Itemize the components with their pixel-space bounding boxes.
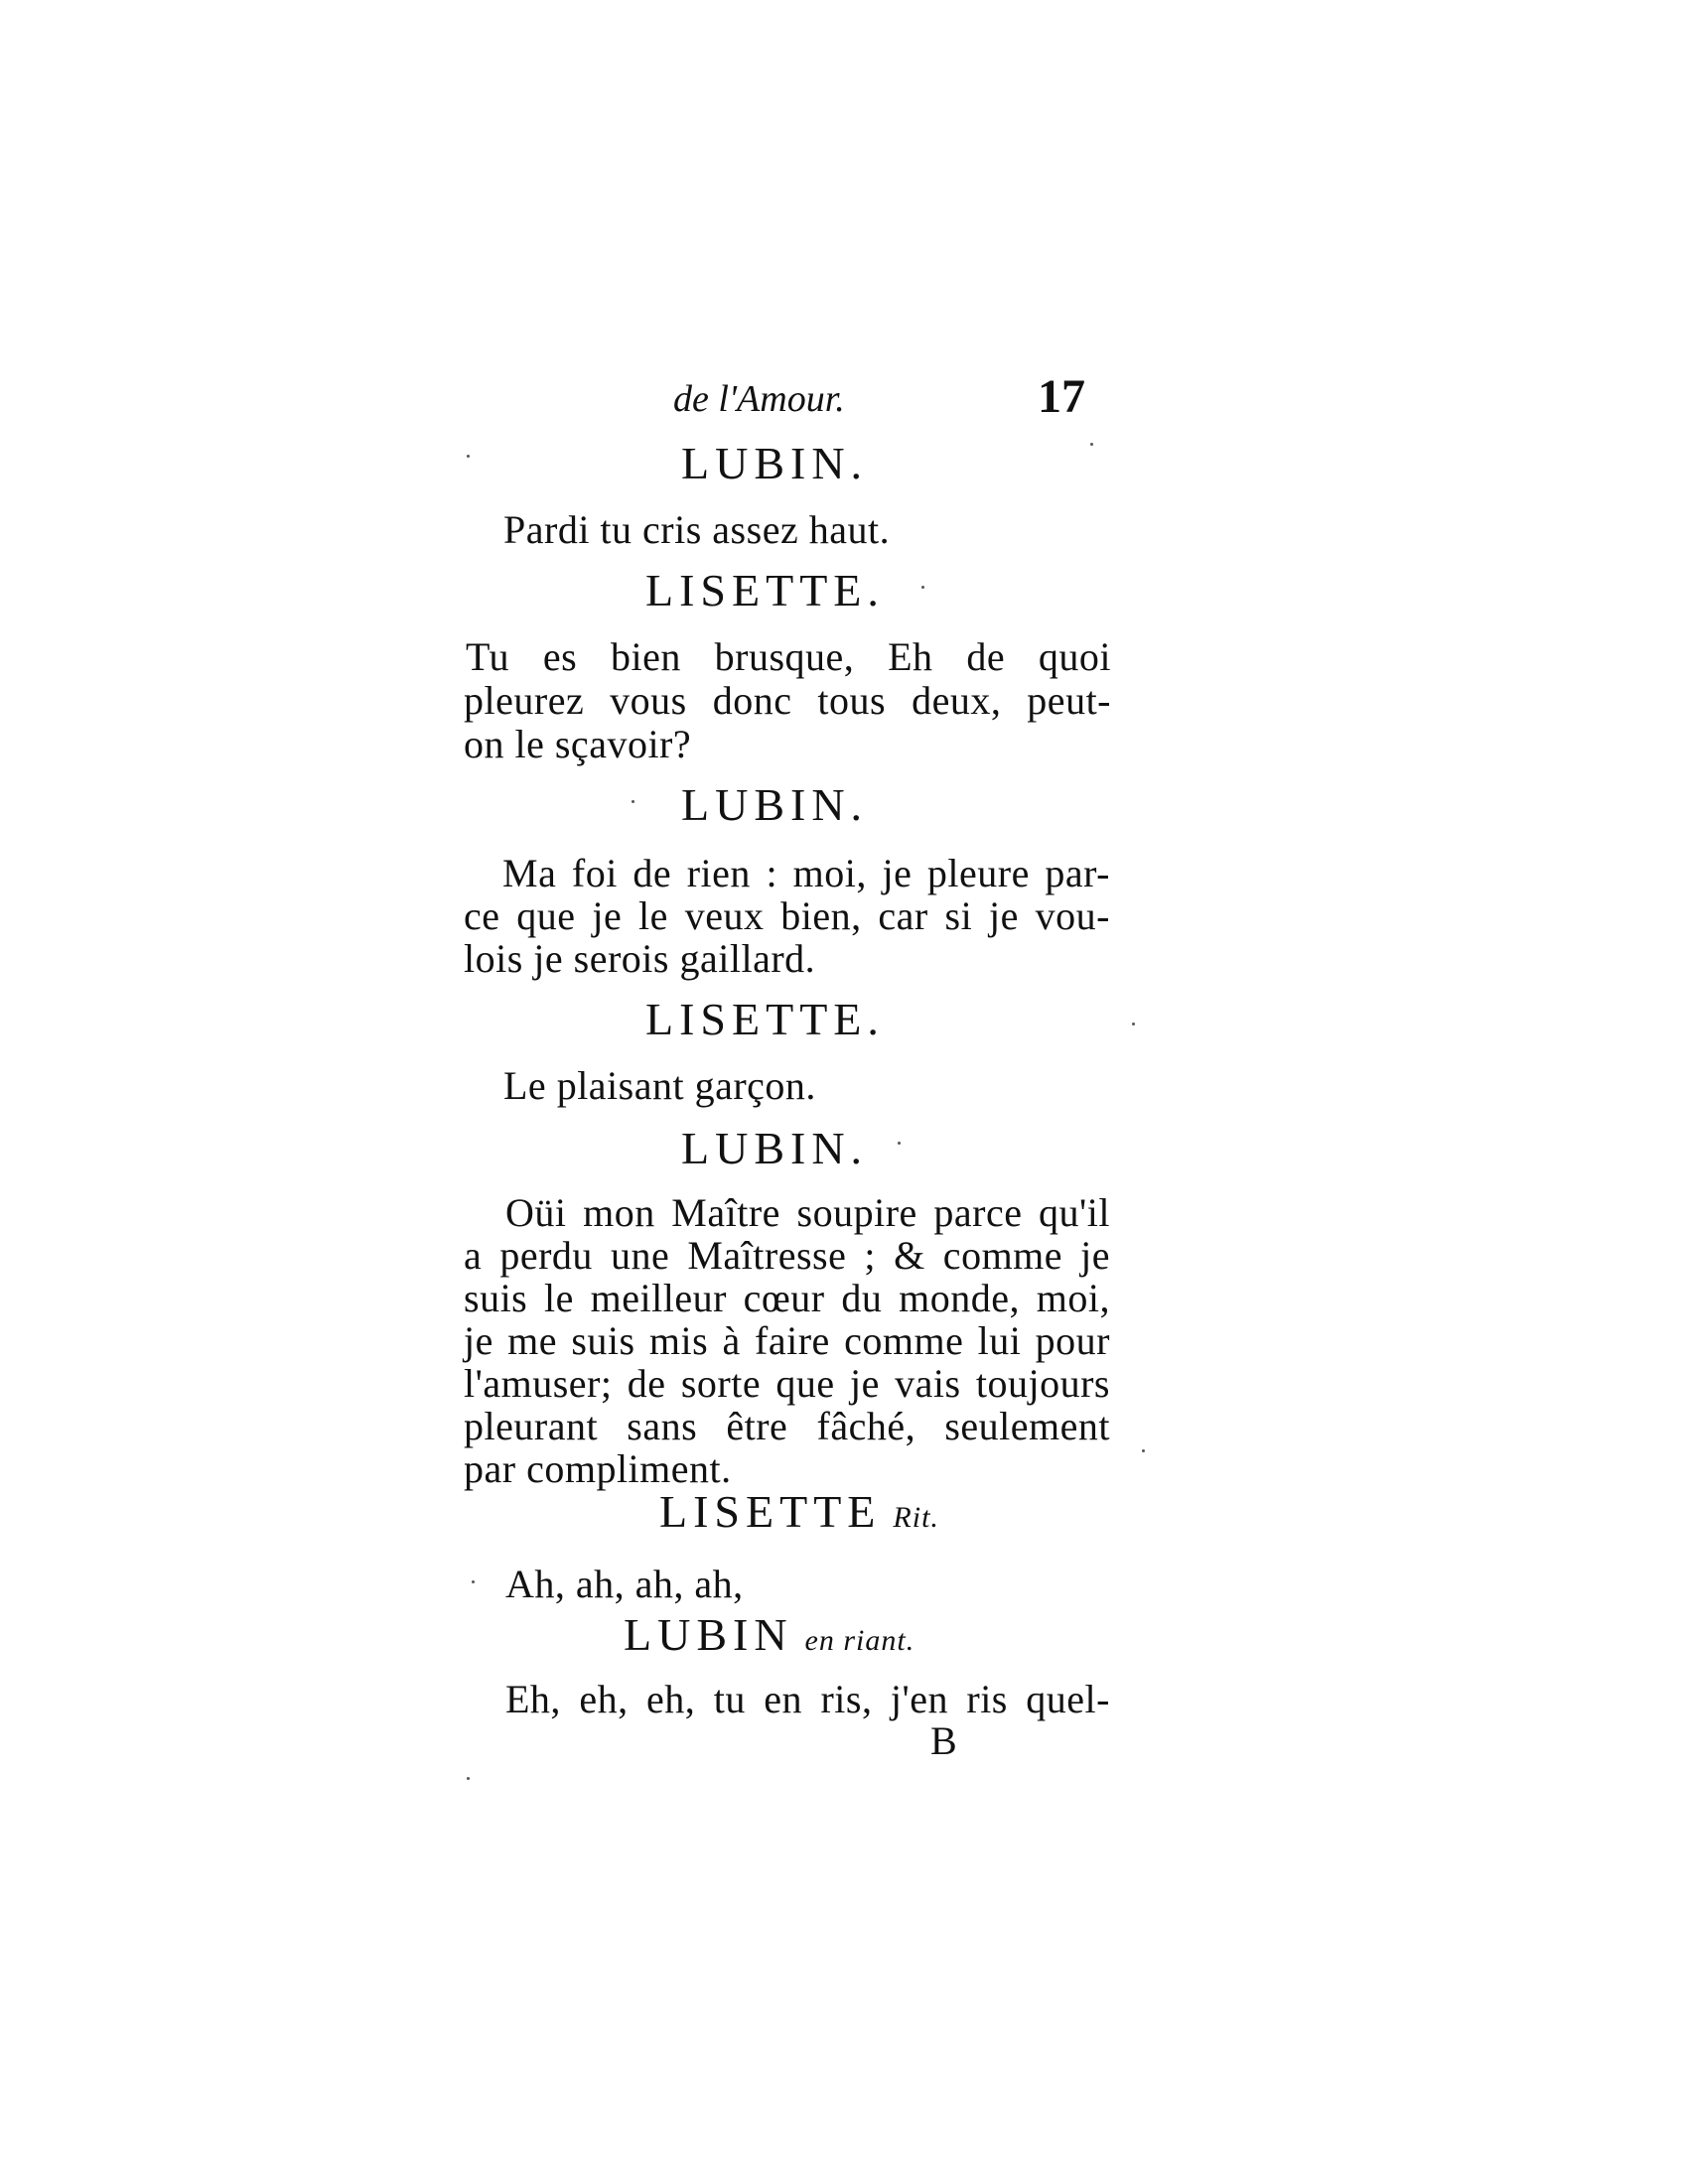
scan-speck xyxy=(632,800,634,803)
dialogue-line: Ma foi de rien : moi, je pleure par- xyxy=(502,851,1110,895)
scan-speck xyxy=(1142,1449,1145,1452)
dialogue-line: on le sçavoir? xyxy=(464,722,692,766)
speaker-name: LISETTE. xyxy=(645,565,885,615)
scan-speck xyxy=(898,1142,901,1145)
running-title: de l'Amour. xyxy=(673,378,845,420)
stage-direction: Rit. xyxy=(893,1501,939,1534)
dialogue-line: par compliment. xyxy=(464,1446,732,1491)
dialogue-line: pleurant sans être fâché, seulement xyxy=(464,1404,1110,1448)
signature-mark: B xyxy=(930,1718,957,1763)
speaker-name: LISETTE. xyxy=(645,994,885,1044)
dialogue-line: Pardi tu cris assez haut. xyxy=(503,507,891,552)
dialogue-line: suis le meilleur cœur du monde, moi, xyxy=(464,1276,1110,1320)
dialogue-line: Tu es bien brusque, Eh de quoi xyxy=(466,634,1111,679)
dialogue-line: Oüi mon Maître soupire parce qu'il xyxy=(505,1190,1110,1235)
dialogue-line: ce que je le veux bien, car si je vou- xyxy=(464,893,1110,938)
dialogue-line: a perdu une Maîtresse ; & comme je xyxy=(464,1233,1110,1278)
scan-speck xyxy=(1132,1023,1135,1025)
speaker-name: LUBIN. xyxy=(681,779,869,830)
dialogue-line: lois je serois gaillard. xyxy=(464,936,816,981)
scan-speck xyxy=(467,1777,470,1780)
dialogue-line: l'amuser; de sorte que je vais toujours xyxy=(464,1361,1110,1406)
stage-direction: en riant. xyxy=(804,1624,915,1657)
speaker-name: LUBIN. xyxy=(681,438,869,488)
dialogue-line: je me suis mis à faire comme lui pour xyxy=(464,1318,1110,1363)
scan-speck xyxy=(921,586,924,589)
scan-speck xyxy=(472,1580,475,1583)
speaker-name: LUBIN. xyxy=(681,1123,869,1173)
page-number: 17 xyxy=(1038,370,1085,423)
dialogue-line: Ah, ah, ah, ah, xyxy=(505,1562,744,1606)
speaker-name: LISETTE xyxy=(659,1486,882,1537)
scan-speck xyxy=(1090,443,1093,446)
dialogue-line: pleurez vous donc tous deux, peut- xyxy=(464,678,1111,723)
speaker-line xyxy=(659,1485,939,1538)
dialogue-line: Eh, eh, eh, tu en ris, j'en ris quel- xyxy=(505,1677,1110,1721)
speaker-name: LUBIN xyxy=(624,1609,793,1660)
speaker-line xyxy=(624,1608,914,1661)
dialogue-line: Le plaisant garçon. xyxy=(503,1063,816,1108)
scan-speck xyxy=(467,455,470,458)
